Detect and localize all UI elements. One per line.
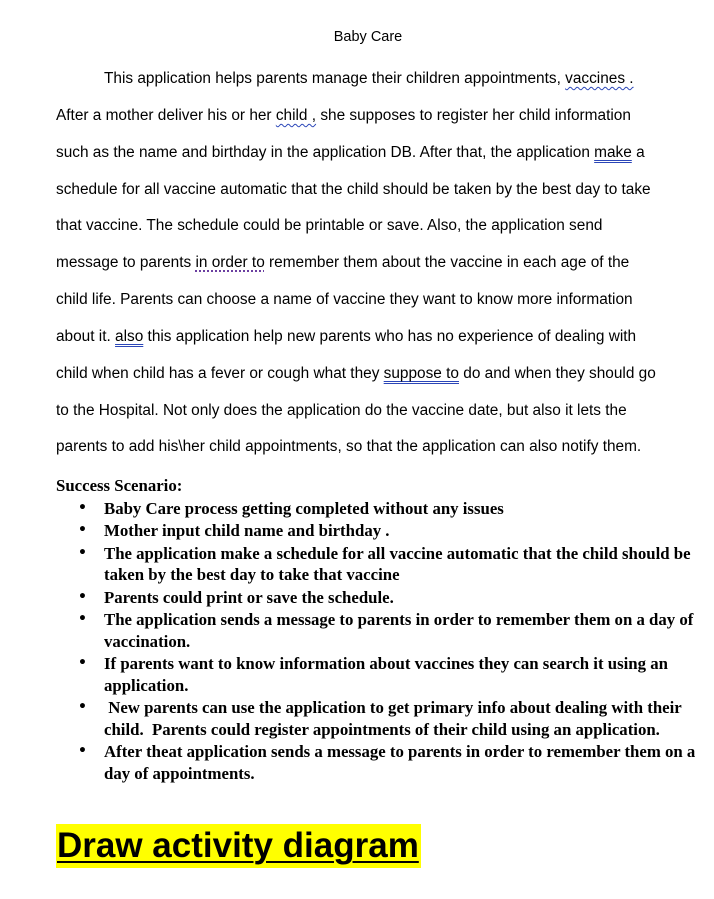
list-item: • After theat application sends a message to parents in order to remember them on a day of appointments. bbox=[78, 742, 696, 783]
bullet-icon: • bbox=[78, 544, 87, 561]
paragraph-line-4: schedule for all vaccine automatic that the child should be taken by the best day to take bbox=[56, 180, 651, 198]
paragraph-line-2: After a mother deliver his or her child , she supposes to register her child information bbox=[56, 106, 631, 124]
success-scenario-heading: Success Scenario: bbox=[56, 476, 183, 495]
bullet-icon: • bbox=[78, 743, 87, 759]
spellcheck-mark: vaccines . bbox=[565, 70, 634, 87]
paragraph-line-10: to the Hospital. Not only does the application do the vaccine date, but also it lets the bbox=[56, 401, 627, 419]
bullet-icon: • bbox=[78, 655, 87, 671]
bullet-icon: • bbox=[78, 611, 87, 627]
spellcheck-mark: child , bbox=[275, 106, 317, 124]
list-item: • The application sends a message to parents in order to remember them on a day of vaccination. bbox=[78, 610, 694, 651]
list-item: • Parents could print or save the schedule. bbox=[78, 587, 394, 607]
grammar-mark: also bbox=[115, 327, 144, 345]
paragraph-line-8: about it. also this application help new parents who has no experience of dealing with bbox=[56, 327, 637, 345]
list-item: • Mother input child name and birthday . bbox=[78, 521, 390, 540]
list-item: • If parents want to know information about vaccines they can search it using an application. bbox=[78, 654, 668, 695]
paragraph-line-9: child when child has a fever or cough what they suppose to do and when they should go bbox=[56, 364, 656, 382]
paragraph-line-7: child life. Parents can choose a name of vaccine they want to know more information bbox=[56, 291, 633, 309]
paragraph-line-1: This application helps parents manage their children appointments, vaccines . bbox=[104, 70, 634, 87]
paragraph-line-5: that vaccine. The schedule could be printable or save. Also, the application send bbox=[56, 217, 603, 235]
bullet-icon: • bbox=[78, 588, 87, 605]
grammar-mark: make bbox=[594, 143, 632, 161]
grammar-mark: suppose to bbox=[383, 364, 459, 382]
bullet-icon: • bbox=[78, 699, 87, 715]
list-item: • Baby Care process getting completed without any issues bbox=[78, 498, 504, 518]
paragraph-line-3: such as the name and birthday in the application DB. After that, the application make a bbox=[56, 143, 645, 161]
list-item: • New parents can use the application to get primary info about dealing with their child. Parents could register appointments of their child using an application. bbox=[78, 698, 686, 739]
list-item: • The application make a schedule for all vaccine automatic that the child should be taken by the best day to take that vaccine bbox=[78, 543, 691, 584]
bullet-icon: • bbox=[78, 522, 87, 538]
paragraph-line-6: message to parents in order to remember them about the vaccine in each age of the bbox=[56, 254, 630, 272]
style-mark: in order to bbox=[195, 254, 265, 272]
description-paragraph bbox=[56, 61, 696, 466]
bullet-icon: • bbox=[78, 499, 87, 516]
success-scenario-section bbox=[56, 475, 696, 785]
activity-diagram-heading: Draw activity diagram bbox=[56, 824, 421, 868]
document-title: Baby Care bbox=[333, 29, 403, 45]
success-scenario-list bbox=[56, 498, 696, 785]
paragraph-line-11: parents to add his\her child appointments, so that the application can also notify them. bbox=[56, 438, 642, 456]
